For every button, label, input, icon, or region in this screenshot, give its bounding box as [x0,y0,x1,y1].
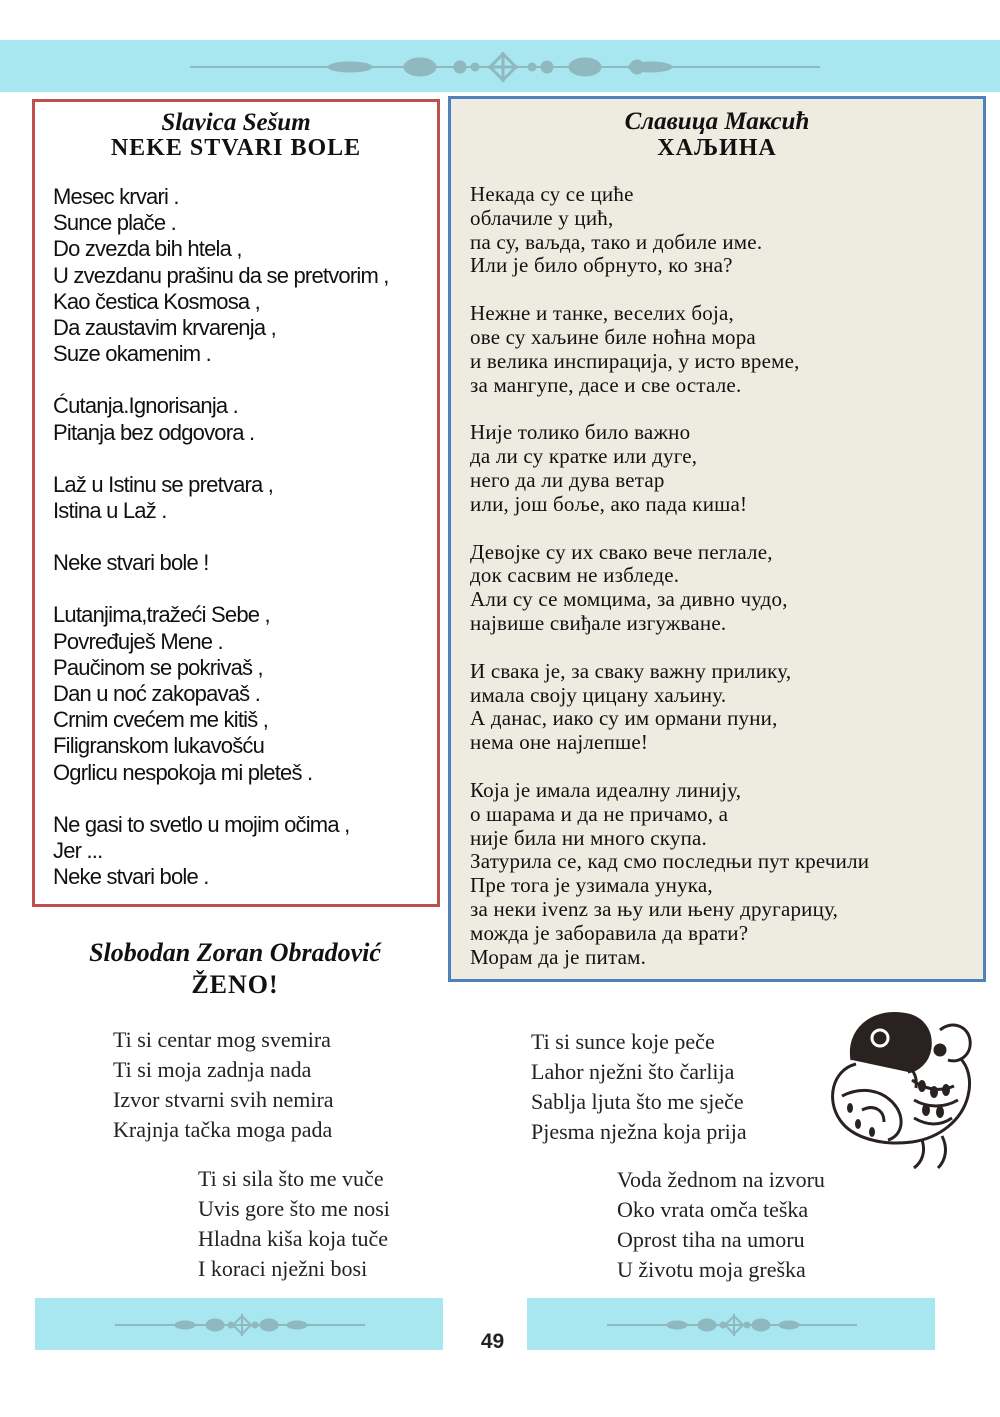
poem-line: Ti si sila što me vuče [198,1166,384,1191]
poem-line: Filigranskom lukavošću [53,733,265,759]
poem-line: U zvezdanu prašinu da se pretvorim , [53,262,389,288]
stanza [470,660,869,755]
poem-line: и велика инспирација, у исто време, [470,348,800,373]
poem-line: Paučinom se pokrivaš , [53,654,263,680]
poem-line: Jer ... [53,838,103,864]
poem-line: највише свиђале изгужване. [470,610,727,635]
poem-line: Sunce plače . [53,210,176,236]
poem-stanza [531,1027,747,1147]
poem-line: А данас, иако су им ормани пуни, [470,706,778,731]
bottom-banner-right [527,1298,935,1350]
poem-title: ХАЉИНА [657,135,777,161]
poem-line: Pjesma nježna koja prija [531,1119,747,1144]
poem-line: Crnim cvećem me kitiš , [53,707,269,733]
poem-line: Девојке су их свако вече пеглале, [470,539,773,564]
poem-line: Izvor stvarni svih nemira [113,1087,334,1112]
stanza [53,812,389,891]
poem-line: него да ли дува ветар [470,467,665,492]
poem-line: није била ни много скупа. [470,825,707,850]
poem-line: Suze okamenim . [53,341,211,367]
poem-line: Ne gasi to svetlo u mojim očima , [53,811,350,837]
poem-line: Laž u Istinu se pretvara , [53,471,274,497]
poem-line: Istina u Laž . [53,498,167,524]
poem-line: Hladna kiša koja tuče [198,1226,388,1251]
poem-line: можда је заборавила да врати? [470,920,749,945]
poem-line: Kao čestica Kosmosa , [53,288,260,314]
poem-line: па су, ваљда, тако и добиле име. [470,229,763,254]
poem-line: Морам да је питам. [470,944,647,969]
poem-line: Ti si sunce koje peče [531,1029,715,1054]
poem-line: Ćutanja.Ignorisanja . [53,393,238,419]
poem-line: облачиле у цић, [470,205,614,230]
poem-line: имала своју цицану хаљину. [470,682,727,707]
poem-author: Slobodan Zoran Obradović [89,938,381,967]
poem-line: Uvis gore što me nosi [198,1196,390,1221]
poem-line: Lutanjima,tražeći Sebe , [53,602,270,628]
poem-line: Али су се момцима, за дивно чудо, [470,587,788,612]
poem-line: Некада су се циће [470,182,634,206]
poem-line: Нежне и танке, веселих боја, [470,301,734,326]
poem-line: за мангупе, дасе и све остале. [470,372,742,397]
poem-title: NEKE STVARI BOLE [110,135,362,161]
poem-line: Neke stvari bole ! [53,550,209,576]
poem-line: Затурила се, кад смо последњи пут кречили [470,849,870,874]
poem-line: док сасвим не избледе. [470,563,680,588]
poem-line: Није толико било важно [470,420,691,445]
poem-line: ове су хаљине биле ноћна мора [470,324,756,349]
folk-bird-icon [822,1000,980,1170]
poem-line: U životu moja greška [617,1257,806,1282]
poem-line: Sablja ljuta što me sječe [531,1089,744,1114]
poem-line: Oprost tiha na umoru [617,1227,805,1252]
poem-line: Voda žednom na izvoru [617,1167,825,1192]
poem-author: Slavica Sešum [161,109,311,136]
bottom-banner-left [35,1298,443,1350]
poem-line: Povređuješ Mene . [53,628,223,654]
poem-line: Која је имала идеалну линију, [470,777,742,802]
stanza [53,472,389,524]
stanza [53,602,389,785]
poem-line: да ли су кратке или дуге, [470,444,698,469]
poem-line: Krajnja tačka moga pada [113,1117,333,1142]
poem-line: Ti si centar mog svemira [113,1027,331,1052]
poem-line: И свака је, за сваку важну прилику, [470,658,792,683]
ornamental-divider-icon [35,1298,443,1350]
stanza [53,393,389,445]
poem-line: Или је било обрнуто, ко зна? [470,253,733,278]
top-banner [0,40,1000,92]
stanza [470,421,869,516]
poem-line: Da zaustavim krvarenja , [53,315,276,341]
stanza [53,184,389,367]
stanza [470,183,869,278]
poem-line: или, још боље, ако пада киша! [470,491,748,516]
poem-title: ŽENO! [191,970,279,999]
poem-line: Oko vrata omča teška [617,1197,809,1222]
poem-line: нема оне најлепше! [470,730,649,755]
poem-box-right [448,96,986,982]
stanza [470,779,869,969]
poem-line: Lahor nježni što čarlija [531,1059,735,1084]
poem-line: I koraci nježni bosi [198,1256,368,1281]
poem-line: Ti si moja zadnja nada [113,1057,312,1082]
poem-line: о шарама и да не причамо, а [470,801,729,826]
poem-line: Пре тога је узимала унука, [470,873,713,898]
poem-stanza [113,1025,334,1145]
poem-line: Mesec krvari . [53,184,179,209]
poem-line: за неки ivenz за њу или њену другарицу, [470,896,839,921]
page-number: 49 [480,1330,505,1353]
poem-author: Славица Максић [624,108,810,135]
poem-stanza [617,1165,825,1285]
stanza [53,550,389,576]
poem-body [53,184,389,916]
poem-line: Ogrlicu nespokoja mi pleteš . [53,759,313,785]
poem-box-left [32,99,440,907]
poem-line: Do zvezda bih htela , [53,236,242,262]
stanza [470,302,869,397]
poem-body [470,183,869,993]
poem-stanza [198,1164,390,1284]
stanza [470,541,869,636]
poem-line: Neke stvari bole . [53,864,209,890]
poem-line: Pitanja bez odgovora . [53,419,255,445]
ornamental-divider-icon [527,1298,935,1350]
ornamental-divider-icon [0,40,1000,92]
poem-line: Dan u noć zakopavaš . [53,681,261,707]
